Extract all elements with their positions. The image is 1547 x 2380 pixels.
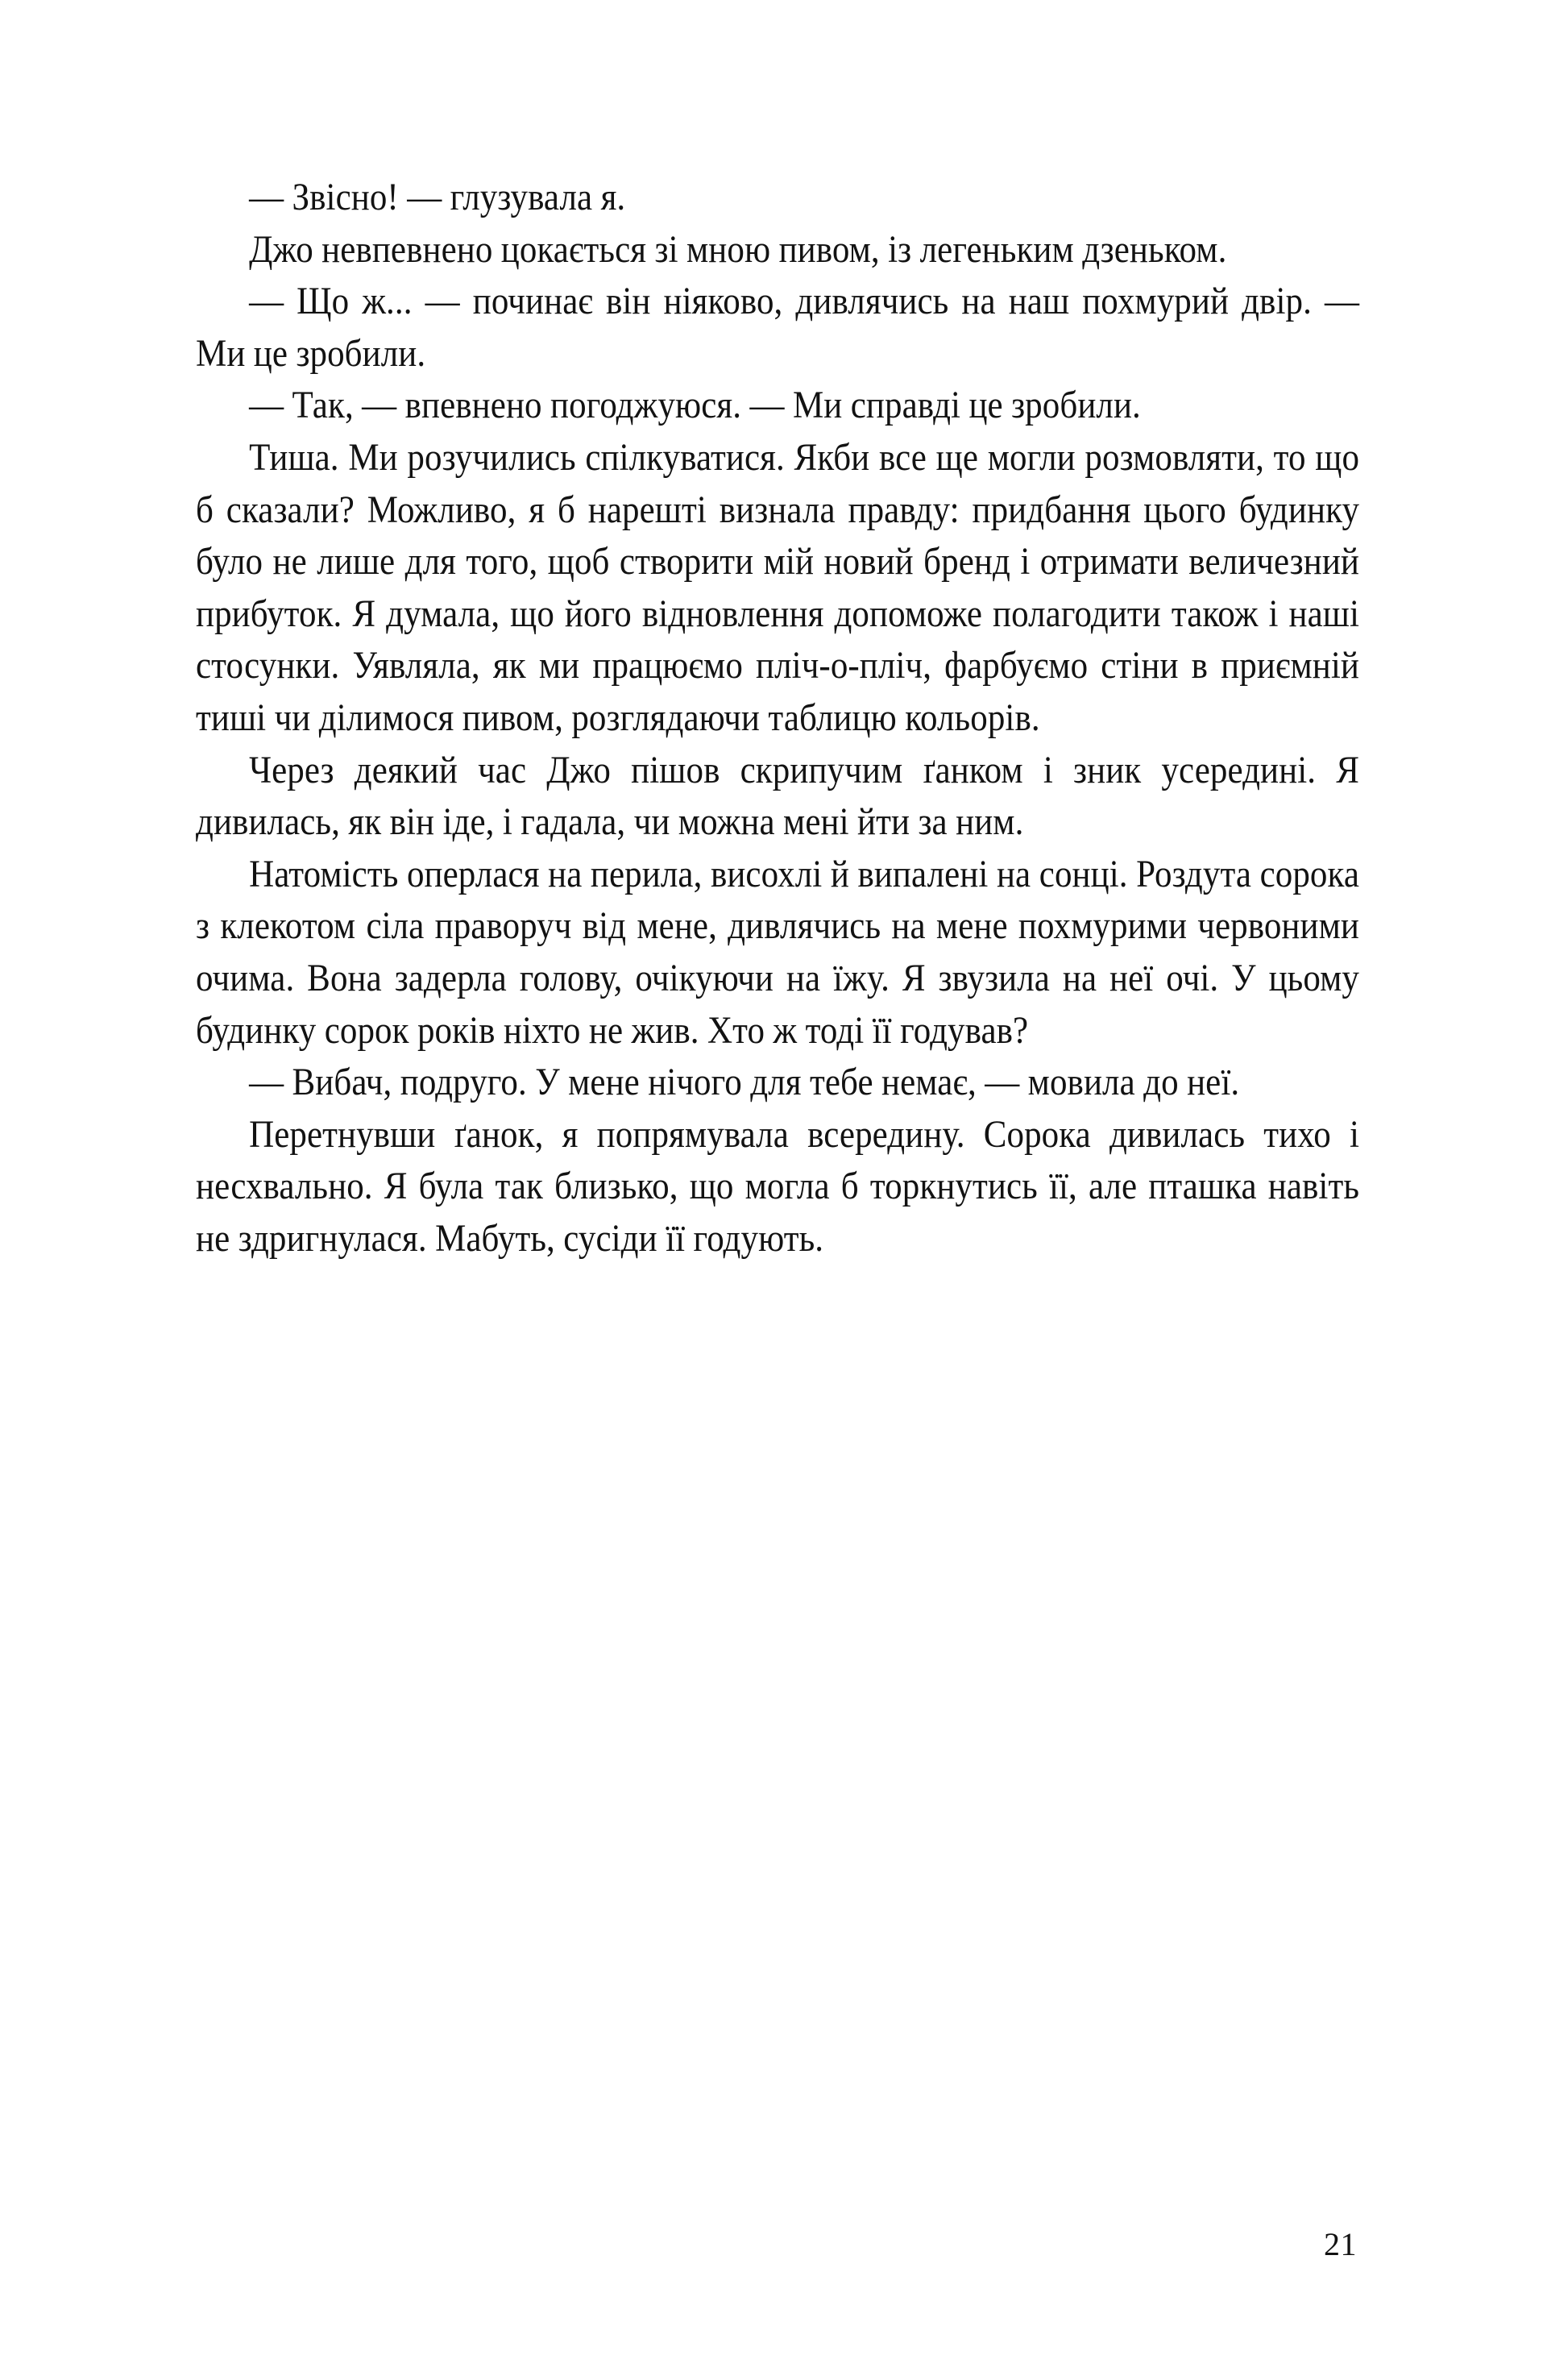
paragraph: — Так, — впевнено погоджуюся. — Ми справді це зробили. <box>249 384 1141 427</box>
paragraph: Тиша. Ми розучились спілкуватися. Якби все ще могли розмовляти, то що б сказали? Можливо, я б нарешті визнала правду: придбання цього будинку було не лише для того, щоб створити мій новий бренд і отримати величезний прибуток. Я думала, що його відновлення допоможе полагодити також і наші стосунки. Уявляла, як ми працюємо пліч-о-пліч, фарбуємо стіни в приємній тиші чи ділимося пивом, розглядаючи таблицю кольорів. <box>196 436 1360 739</box>
paragraph: — Звісно! — глузувала я. <box>249 177 626 218</box>
paragraph: Перетнувши ґанок, я попрямувала всередину. Сорока дивилась тихо і несхвально. Я була так близько, що могла б торкнутись її, але пташка навіть не здригнулася. Мабуть, сусіди її годують. <box>196 1113 1360 1260</box>
paragraph: Через деякий час Джо пішов скрипучим ґанком і зник усередині. Я дивилась, як він іде, і гадала, чи можна мені йти за ним. <box>196 749 1360 844</box>
paragraph: — Вибач, подруго. У мене нічого для тебе немає, — мовила до неї. <box>249 1061 1240 1104</box>
paragraph: Натомість оперлася на перила, висохлі й випалені на сонці. Роздута сорока з клекотом сіла праворуч від мене, дивлячись на мене похмурими червоними очима. Вона задерла голову, очікуючи на їжу. Я звузила на неї очі. У цьому будинку сорок років ніхто не жив. Хто ж тоді її годував? <box>196 853 1360 1052</box>
page-text-block <box>196 172 1359 1265</box>
paragraph: — Що ж... — починає він ніяково, дивлячись на наш похмурий двір. — Ми це зробили. <box>196 280 1360 375</box>
page-number: 21 <box>1324 2226 1357 2262</box>
paragraph: Джо невпевнено цокається зі мною пивом, із легеньким дзеньком. <box>249 228 1227 271</box>
